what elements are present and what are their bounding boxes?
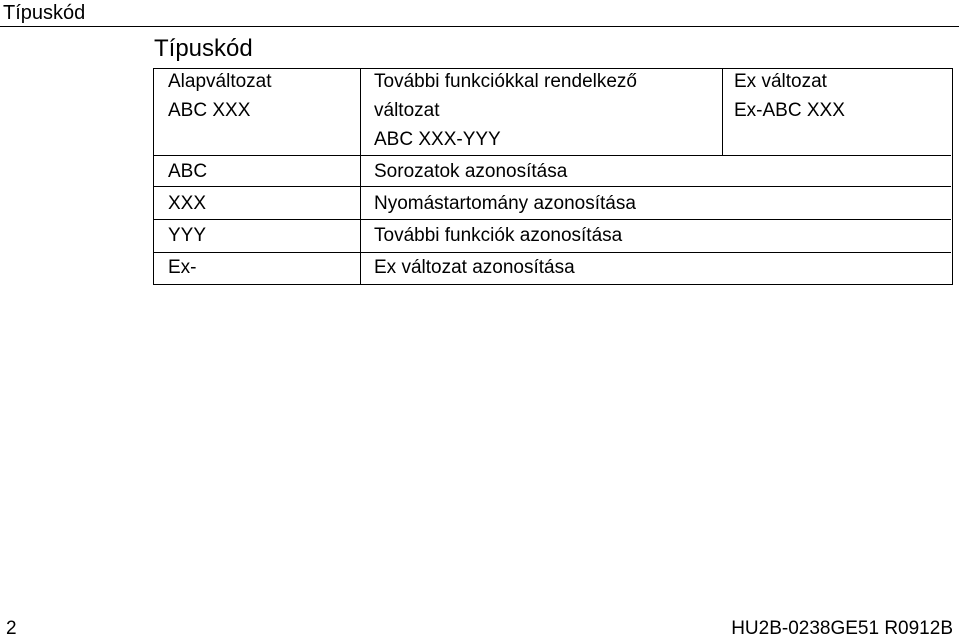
header-cell-extended-variant-line-1: További funkciókkal rendelkező xyxy=(374,71,637,92)
header-cell-ex-variant-line-1: Ex változat xyxy=(734,71,827,92)
type-code-table xyxy=(153,68,953,285)
header-cell-base-variant-line-2: ABC XXX xyxy=(168,100,251,121)
running-header-title: Típuskód xyxy=(3,2,86,24)
row-divider-2 xyxy=(154,219,951,220)
row-description-abc: Sorozatok azonosítása xyxy=(374,161,568,182)
row-divider-1 xyxy=(154,186,951,187)
row-description-ex: Ex változat azonosítása xyxy=(374,257,575,278)
row-code-yyy: YYY xyxy=(168,225,207,246)
header-cell-extended-variant-line-2: változat xyxy=(374,100,440,121)
header-cell-extended-variant-line-3: ABC XXX-YYY xyxy=(374,129,501,150)
row-code-ex: Ex- xyxy=(168,257,197,278)
row-code-xxx: XXX xyxy=(168,193,207,214)
row-code-abc: ABC xyxy=(168,161,208,182)
column-divider-2 xyxy=(722,69,723,155)
header-rule xyxy=(0,26,959,27)
page-number: 2 xyxy=(6,618,17,639)
header-row-divider xyxy=(154,155,951,156)
document-code: HU2B-0238GE51 R0912B xyxy=(731,618,953,639)
header-cell-base-variant-line-1: Alapváltozat xyxy=(168,71,272,92)
row-description-xxx: Nyomástartomány azonosítása xyxy=(374,193,636,214)
row-description-yyy: További funkciók azonosítása xyxy=(374,225,623,246)
section-title: Típuskód xyxy=(154,35,253,62)
header-cell-ex-variant-line-2: Ex-ABC XXX xyxy=(734,100,845,121)
